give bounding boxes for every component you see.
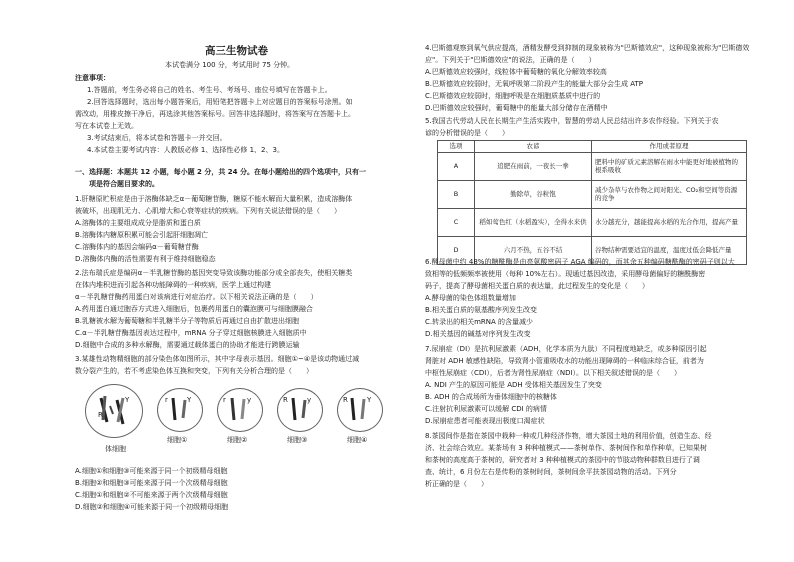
option: A.细胞①和细胞③可能来源于同一个初级精母细胞 xyxy=(75,467,228,475)
option: D.溶酶体内酶的活性需要有利于维持细胞稳态 xyxy=(75,255,216,263)
question-6: 码子，提高了酵母菌相关蛋白质的表达量，此过程发生的变化是（ ） xyxy=(425,282,649,290)
question-7: 肾脏对 ADH 敏感性缺陷，导致肾小管重吸收水的功能出现障碍的一种临床综合征，前者为 xyxy=(425,357,704,365)
question-7: 中枢性尿崩症（CDI），后者为肾性尿崩症（NDI）。以下相关叙述错误的是（ ） xyxy=(425,369,682,377)
option: D.细胞中合成的多种水解酶，需要通过载体蛋白的协助才能进行跨膜运输 xyxy=(75,341,300,349)
section-heading: 一、选择题：本题共 12 小题，每小题 2 分，共 24 分。在每小题给出的四个选项中，只有一 xyxy=(75,168,366,176)
question-8: 析正确的是（ ） xyxy=(425,480,488,488)
option: C.α－半乳糖苷酶基因表达过程中，mRNA 分子穿过细胞核膜进入细胞质中 xyxy=(75,329,307,337)
option: B.乳糖被水解为葡萄糖和半乳糖半分子等物质后再通过自由扩散进出细胞 xyxy=(75,317,300,325)
question-1: 1.肝糖原贮积症是由于溶酶体缺乏α－葡萄糖苷酶，糖原不能水解而大量积累，造成溶酶体 xyxy=(75,195,353,203)
notes-heading: 注意事项： xyxy=(75,74,110,82)
gene-label: R xyxy=(283,396,288,404)
gene-label: Y xyxy=(367,396,372,404)
table-cell: 谷物结种需要适宜的温度，温度过低会降低产量 xyxy=(592,236,747,264)
proverb-table xyxy=(437,140,747,265)
note-line: 1.答题前，考生务必将自己的姓名、考生号、考场号、座位号填写在答题卡上。 xyxy=(87,86,332,94)
question-3: 3.某雄性动物精细胞的部分染色体如图所示，其中字母表示基因。细胞①~④是该动物通过减 xyxy=(75,355,360,363)
option: B.溶酶体内糖原积累可能会引起肝细胞凋亡 xyxy=(75,231,209,239)
question-2: 2.法布瑞氏症是编码α－半乳糖苷酶的基因突变导致该酶功能部分或全部丧失，使相关糖类 xyxy=(75,269,353,277)
cell-3-chromosomes xyxy=(277,388,321,430)
table-cell: 肥料中的矿质元素溶解在雨水中能更好地被植物的根系吸收 xyxy=(592,152,747,180)
question-4: 4.巴斯德观察到氧气供应提高，酒精发酵受到抑制的现象被称为"巴斯德效应"，这种现象被称为"巴斯德效 xyxy=(425,44,750,52)
note-line: 2.回答选择题时，选出每小题答案后，用铅笔把答题卡上对应题目的答案标号涂黑。如 xyxy=(87,98,353,106)
question-6: 6.酵母菌中约 48%的糖酰酶是由亮氨酸密码子 AGA 编码的，而其余五种编码糖酰酶的密码子则以大 xyxy=(425,258,735,266)
cell-4-chromosomes xyxy=(337,388,381,430)
gene-label: y xyxy=(307,396,312,404)
table-row xyxy=(438,152,747,180)
option: A.巴斯德效应较强时，线粒体中葡萄糖的氧化分解效率较高 xyxy=(425,68,607,76)
option: A.酵母菌的染色体组数量增加 xyxy=(425,294,516,302)
page-title: 高三生物试卷 xyxy=(205,45,268,57)
figure-label: 细胞③ xyxy=(287,436,308,444)
question-8: 查、统计，6 月份左右是传粉的茶树时间，茶树间余平扶茶园动物的活动。下列分 xyxy=(425,468,677,476)
question-8: 8.茶园间作是指在茶园中栽种一种或几种经济作物，增大茶园土地的利用价值，创造生态、经 xyxy=(425,432,712,440)
note-line: 3.考试结束后，将本试卷和答题卡一并交回。 xyxy=(87,134,227,142)
option: C.注射抗利尿激素可以缓解 CDI 的病情 xyxy=(425,405,547,413)
table-cell: 追肥在雨前，一夜长一拳 xyxy=(475,152,592,180)
question-8: 和茶树的高度高于茶树的，研究者对 3 种种植模式的茶园中的节肢动物种群数目进行了调 xyxy=(425,456,700,464)
table-cell: 减少杂草与农作物之间对阳光、CO₂和空间等资源的竞争 xyxy=(592,180,747,208)
cell-figure xyxy=(85,380,395,460)
option: B. ADH 的合成场所为垂体细胞中的核糖体 xyxy=(425,393,557,401)
figure-label: 细胞① xyxy=(167,436,188,444)
table-header: 作用或者原理 xyxy=(592,141,747,153)
note-line: 写在本试卷上无效。 xyxy=(75,122,138,130)
body-cell-chromosomes xyxy=(85,384,141,436)
option: A.药用蛋白通过胞吞方式进入细胞后，包裹药用蛋白的囊泡膜可与细胞膜融合 xyxy=(75,305,313,313)
table-cell: A xyxy=(438,152,475,180)
table-header: 选项 xyxy=(438,141,475,153)
option: C.细胞①和细胞②不可能来源于两个次级精母细胞 xyxy=(75,491,228,499)
option: D.尿崩症患者可能表现出极度口渴症状 xyxy=(425,417,545,425)
option: C.巴斯德效应较弱时，细胞呼吸是在细胞质基质中进行的 xyxy=(425,92,601,100)
question-6: 致相等的低频频率被使用（每种 10%左右）。现通过基因改造，采用酵母菌偏好的糖酰酶密 xyxy=(425,270,706,278)
question-4: 应"。下列关于"巴斯德效应"的说法，正确的是（ ） xyxy=(425,56,596,64)
option: C.溶酶体内的基因会编码α－葡萄糖苷酶 xyxy=(75,243,199,251)
gene-label: Y xyxy=(125,396,130,404)
table-row xyxy=(438,180,747,208)
table-cell: 水分越充分，越能提高水稻的光合作用，提高产量 xyxy=(592,208,747,236)
gene-label: R xyxy=(343,396,348,404)
table-cell: 六月不热，五谷不结 xyxy=(475,236,592,264)
table-cell: D xyxy=(438,236,475,264)
gene-label: y xyxy=(247,396,252,404)
option: B.相关蛋白质的氨基酸序列发生改变 xyxy=(425,306,538,314)
gene-label: R xyxy=(98,411,103,419)
figure-label: 细胞② xyxy=(227,436,248,444)
table-cell: 稻如莺色红（水稻盈实），全得水来供 xyxy=(475,208,592,236)
question-1: 被破坏，出现肌无力、心肌增大和心衰等症状的疾病。下列有关说法错误的是（ ） xyxy=(75,207,341,215)
exam-info: 本试卷满分 100 分，考试用时 75 分钟。 xyxy=(165,61,295,69)
question-2: 在体内堆积进而引起各种功能障碍的一种疾病，医学上通过构建 xyxy=(75,281,271,289)
gene-label: r xyxy=(165,396,168,404)
figure-label: 体细胞 xyxy=(105,445,126,453)
section-heading-cont: 项是符合题目要求的。 xyxy=(89,180,159,188)
question-5: 谚的分析错误的是（ ） xyxy=(425,129,509,137)
table-header-row xyxy=(438,141,747,153)
option: C.转录出的相关mRNA 的含量减少 xyxy=(425,318,534,326)
question-8: 济、社会综合效应。某茶场有 3 种种植模式——茶树单作、茶树间作和单作种草，已知果树 xyxy=(425,444,707,452)
table-cell: B xyxy=(438,180,475,208)
table-cell: C xyxy=(438,208,475,236)
note-line: 需改动，用橡皮擦干净后，再选涂其他答案标号。回答非选择题时，将答案写在答题卡上。 xyxy=(75,110,355,118)
option: D.巴斯德效应较强时，葡萄糖中的能量大部分储存在酒精中 xyxy=(425,104,608,112)
table-header: 农谚 xyxy=(475,141,592,153)
option: B.细胞②和细胞③可能来源于同一个次级精母细胞 xyxy=(75,479,228,487)
gene-label: Y xyxy=(187,396,192,404)
cell-1-chromosomes xyxy=(157,388,201,430)
option: A. NDI 产生的原因可能是 ADH 受体相关基因发生了突变 xyxy=(425,381,602,389)
note-line: 4.本试卷主要考试内容：人教版必修 1、选择性必修 1、2、3。 xyxy=(87,146,284,154)
gene-label: r xyxy=(223,396,226,404)
question-5: 5.我国古代劳动人民在长期生产生活实践中，智慧的劳动人民总结出许多农作经验。下列关于农 xyxy=(425,117,719,125)
cell-2-chromosomes xyxy=(217,388,261,430)
option: D.相关基因的碱基对序列发生改变 xyxy=(425,330,531,338)
figure-label: 细胞④ xyxy=(347,436,368,444)
option: D.细胞②和细胞④可能来源于同一个初级精母细胞 xyxy=(75,503,229,511)
option: B.巴斯德效应较弱时，无氧呼吸第二阶段产生的能量大部分会生成 ATP xyxy=(425,80,643,88)
question-2: α－半乳糖苷酶药用蛋白对该病进行对症治疗。以下相关说法正确的是（ ） xyxy=(75,293,318,301)
question-7: 7.尿崩症（DI）是抗利尿激素（ADH，化学本质为九肽）不同程度地缺乏，或多种原因引起 xyxy=(425,345,707,353)
option: A.溶酶体的主要组成成分是脂质和蛋白质 xyxy=(75,219,201,227)
table-cell: 勤除草，谷粒饱 xyxy=(475,180,592,208)
question-3: 数分裂产生的，若不考虑染色体互换和突变，下列有关分析合理的是（ ） xyxy=(75,367,313,375)
table-row xyxy=(438,208,747,236)
